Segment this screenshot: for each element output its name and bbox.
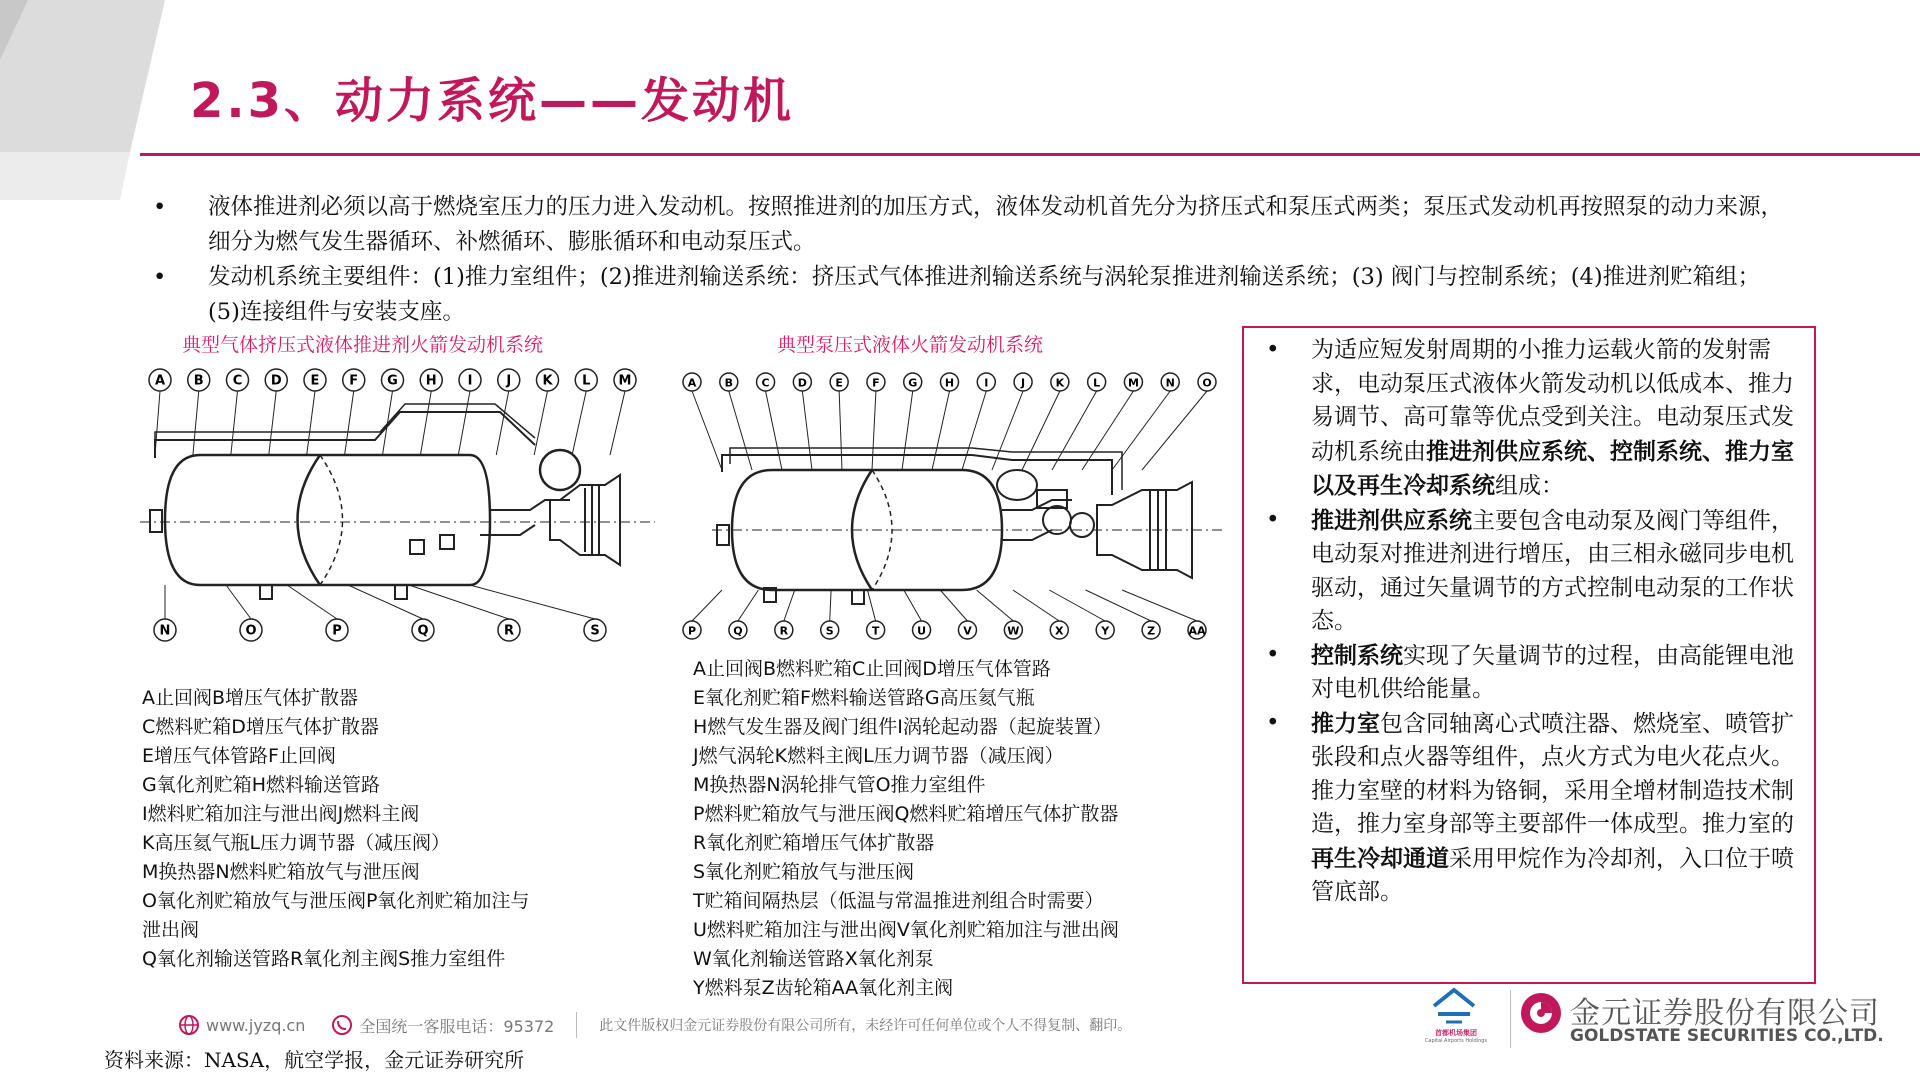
pressure-fed-engine-diagram (140, 360, 660, 650)
legend-line: Y燃料泵Z齿轮箱AA氧化剂主阀 (693, 977, 954, 999)
legend-line: M换热器N涡轮排气管O推力室组件 (693, 774, 986, 796)
legend-line: R氧化剂贮箱增压气体扩散器 (693, 832, 935, 854)
callout-leader (902, 391, 913, 470)
legend-line: T贮箱间隔热层（低温与常温推进剂组合时需要） (693, 890, 1104, 912)
callout-label: C (232, 373, 243, 389)
footer-divider (576, 1012, 577, 1038)
legend-line: E氧化剂贮箱F燃料输送管路G高压氦气瓶 (693, 687, 1035, 709)
summary-item (1254, 707, 1794, 910)
callout-leader (738, 590, 758, 621)
callout-label: H (944, 376, 955, 390)
callout-label: L (1093, 376, 1101, 390)
callout-leader (572, 391, 586, 455)
callout-leader (802, 391, 812, 470)
callout-leader (692, 590, 722, 621)
phone-icon (331, 1014, 353, 1036)
summary-run: 包含同轴离心式喷注器、燃烧室、喷管扩张段和点火器等组件，点火方式为电火花点火。推力室壁的材料为铬铜，采用全增材制造技术制造，推力室身部等主要部件一体成型。推力室的 (1311, 710, 1794, 837)
legend-line: 泄出阀 (142, 919, 200, 941)
intro-item (148, 260, 1788, 330)
callout-leader (830, 590, 831, 621)
callout-label: K (1055, 376, 1065, 390)
callout-label: O (1202, 376, 1212, 390)
callout-leader (1049, 590, 1105, 621)
summary-run: 主要包含电动泵及阀门等组件，电动泵对推进剂进行增压，由三相永磁同步电机驱动，通过矢量调节的方式控制电动泵的工作状态。 (1311, 507, 1794, 634)
callout-leader (534, 391, 547, 455)
callout-label: E (310, 373, 320, 389)
parent-company-en: Capital Airports Holdings (1424, 1038, 1488, 1044)
callout-leader (420, 391, 431, 455)
callout-leader (872, 391, 876, 470)
footer-website: www.jyzq.cn (206, 1015, 306, 1035)
parent-company-name (1412, 1028, 1500, 1044)
summary-run: 实现了矢量调节的过程，由高能锂电池对电机供给能量。 (1311, 642, 1794, 702)
callout-label: V (963, 624, 972, 638)
summary-text (1311, 334, 1794, 504)
callout-label: G (908, 376, 918, 390)
callout-label: H (425, 373, 437, 389)
legend-line: A止回阀B燃料贮箱C止回阀D增压气体管路 (693, 658, 1051, 680)
title-divider (140, 153, 1920, 156)
callout-leader (345, 391, 354, 455)
legend-line: I燃料贮箱加注与泄出阀J燃料主阀 (142, 803, 420, 825)
source-note: 资料来源：NASA，航空学报，金元证券研究所 (104, 1048, 525, 1072)
footer-hotline: 全国统一客服电话：95372 (359, 1016, 555, 1036)
bullet-icon: • (1266, 337, 1280, 363)
callout-label: I (984, 376, 989, 390)
callout-label: N (159, 623, 171, 639)
legend-line: K高压氦气瓶L压力调节器（减压阀） (142, 832, 451, 854)
corner-decoration (0, 0, 180, 200)
callout-leader (1122, 590, 1197, 621)
intro-text: 液体推进剂必须以高于燃烧室压力的压力进入发动机。按照推进剂的加压方式，液体发动机首先分为挤压式和泵压式两类；泵压式发动机再按照泵的动力来源，细分为燃气发生器循环、补燃循环、膨胀循环和电动泵压式。 (208, 194, 1784, 255)
callout-label: S (825, 624, 834, 638)
callout-label: F (349, 373, 359, 389)
logo-divider (1510, 990, 1511, 1048)
callout-leader (496, 391, 509, 455)
company-name-cn: 金元证券股份有限公司 (1570, 996, 1880, 1031)
summary-text (1311, 639, 1794, 707)
callout-label: B (193, 373, 204, 389)
callout-leader (932, 391, 950, 470)
callout-label: AA (1188, 624, 1206, 638)
legend-line: G氧化剂贮箱H燃料输送管路 (142, 774, 381, 796)
callout-label: Y (1101, 624, 1110, 638)
callout-label: W (1007, 624, 1020, 638)
callout-leader (766, 391, 782, 470)
summary-highlight: 推进剂供应系统 (1311, 506, 1472, 534)
legend-line: W氧化剂输送管路X氧化剂泵 (693, 948, 934, 970)
callout-label: Z (1147, 624, 1156, 638)
callout-label: M (1127, 376, 1139, 390)
callout-label: C (761, 376, 770, 390)
summary-highlight: 推力室 (1311, 709, 1380, 737)
summary-run: 组成： (1495, 473, 1564, 499)
callout-leader (1112, 391, 1170, 470)
callout-label: X (1055, 624, 1064, 638)
summary-run: 采用甲烷作为冷却剂，入口位于喷管底部。 (1311, 845, 1794, 905)
bullet-icon: • (153, 194, 167, 220)
legend-line: S氧化剂贮箱放气与泄压阀 (693, 861, 915, 883)
callout-leader (784, 590, 795, 621)
footer-copyright: 此文件版权归金元证券股份有限公司所有，未经许可任何单位或个人不得复制、翻印。 (599, 1018, 1132, 1034)
callout-leader (155, 391, 160, 455)
callout-label: R (503, 623, 515, 639)
pump-fed-engine-diagram (672, 360, 1232, 650)
callout-label: Q (733, 624, 743, 638)
callout-label: U (917, 624, 927, 638)
callout-label: S (590, 623, 600, 639)
legend-line: M换热器N燃料贮箱放气与泄压阀 (142, 861, 420, 883)
callout-label: D (270, 373, 282, 389)
callout-leader (729, 391, 752, 470)
callout-leader (470, 585, 595, 619)
callout-leader (867, 590, 875, 621)
callout-label: M (618, 373, 632, 389)
callout-leader (458, 391, 470, 455)
capital-airports-logo-icon (1428, 986, 1480, 1026)
callout-label: P (687, 624, 697, 638)
electric-pump-summary-box (1242, 326, 1816, 984)
intro-item (148, 190, 1788, 260)
summary-text (1311, 504, 1794, 639)
callout-label: A (154, 373, 166, 389)
callout-leader (1022, 391, 1060, 470)
company-logo (1410, 984, 1910, 1056)
callout-leader (1086, 590, 1151, 621)
summary-item (1254, 639, 1794, 707)
callout-leader (269, 391, 277, 455)
summary-item (1254, 334, 1794, 504)
callout-label: K (542, 373, 553, 389)
callout-label: I (467, 373, 473, 389)
callout-label: J (1021, 376, 1026, 390)
legend-line: H燃气发生器及阀门组件I涡轮起动器（起旋装置） (693, 716, 1112, 738)
callout-leader (977, 590, 1014, 621)
summary-run: 为适应短发射周期的小推力运载火箭的发射需求，电动泵压式液体火箭发动机以低成本、推力易调节、高可靠等优点受到关注。电动泵压式发动机系统由 (1311, 337, 1794, 465)
callout-leader (193, 391, 199, 455)
callout-leader (307, 391, 315, 455)
callout-label: L (582, 373, 591, 389)
callout-label: B (724, 376, 733, 390)
goldstate-logo-icon (1518, 990, 1564, 1036)
callout-label: T (871, 624, 880, 638)
legend-line: Q氧化剂输送管路R氧化剂主阀S推力室组件 (142, 948, 506, 970)
callout-leader (231, 391, 238, 455)
bullet-icon: • (1266, 506, 1280, 533)
legend-line: P燃料贮箱放气与泄压阀Q燃料贮箱增压气体扩散器 (693, 803, 1119, 825)
intro-text: 发动机系统主要组件：(1)推力室组件；(2)推进剂输送系统：挤压式气体推进剂输送系统与涡轮泵推进剂输送系统；(3) 阀门与控制系统；(4)推进剂贮箱组；(5)连接组件与安装支座。 (208, 264, 1761, 325)
summary-text (1311, 707, 1794, 910)
callout-label: P (332, 623, 342, 639)
callout-label: D (797, 376, 807, 390)
left-legend (142, 684, 529, 974)
company-name-en: GOLDSTATE SECURITIES CO.,LTD. (1570, 1026, 1884, 1046)
callout-leader (839, 391, 842, 470)
bullet-icon: • (1266, 641, 1280, 668)
callout-label: F (872, 376, 880, 390)
callout-label: A (687, 376, 697, 390)
intro-bullets (148, 190, 1788, 330)
callout-leader (409, 585, 509, 619)
summary-item (1254, 504, 1794, 639)
callout-leader (962, 391, 986, 470)
callout-leader (348, 585, 423, 619)
legend-line: O氧化剂贮箱放气与泄压阀P氧化剂贮箱加注与 (142, 890, 530, 912)
globe-icon (178, 1014, 200, 1036)
parent-company-cn: 首都机场集团 (1435, 1029, 1477, 1037)
callout-leader (610, 391, 625, 455)
bullet-icon: • (153, 264, 167, 290)
callout-label: R (779, 624, 789, 638)
callout-label: O (245, 623, 257, 639)
legend-line: J燃气涡轮K燃料主阀L压力调节器（减压阀） (693, 745, 1064, 767)
legend-line: A止回阀B增压气体扩散器 (142, 687, 359, 709)
callout-label: Q (417, 623, 429, 639)
footer (178, 1010, 1131, 1040)
callout-leader (992, 391, 1023, 470)
callout-leader (940, 590, 967, 621)
callout-label: N (1165, 376, 1175, 390)
left-diagram-caption: 典型气体挤压式液体推进剂火箭发动机系统 (182, 334, 544, 356)
callout-label: G (387, 373, 398, 389)
legend-line: U燃料贮箱加注与泄出阀V氧化剂贮箱加注与泄出阀 (693, 919, 1119, 941)
callout-leader (1142, 391, 1207, 470)
bullet-icon: • (1266, 709, 1280, 736)
callout-leader (904, 590, 922, 621)
right-legend (693, 655, 1119, 1003)
right-diagram-caption: 典型泵压式液体火箭发动机系统 (777, 334, 1044, 356)
callout-leader (1013, 590, 1059, 621)
callout-leader (226, 585, 251, 619)
callout-label: J (506, 373, 512, 389)
callout-leader (287, 585, 337, 619)
callout-leader (692, 391, 722, 470)
summary-highlight: 再生冷却通道 (1311, 844, 1449, 872)
summary-highlight: 控制系统 (1311, 641, 1403, 669)
legend-line: E增压气体管路F止回阀 (142, 745, 336, 767)
page-title: 2.3、动力系统——发动机 (190, 73, 795, 129)
legend-line: C燃料贮箱D增压气体扩散器 (142, 716, 379, 738)
summary-highlight: 推进剂供应系统、控制系统、推力室以及再生冷却系统 (1311, 437, 1794, 499)
callout-label: E (835, 376, 843, 390)
